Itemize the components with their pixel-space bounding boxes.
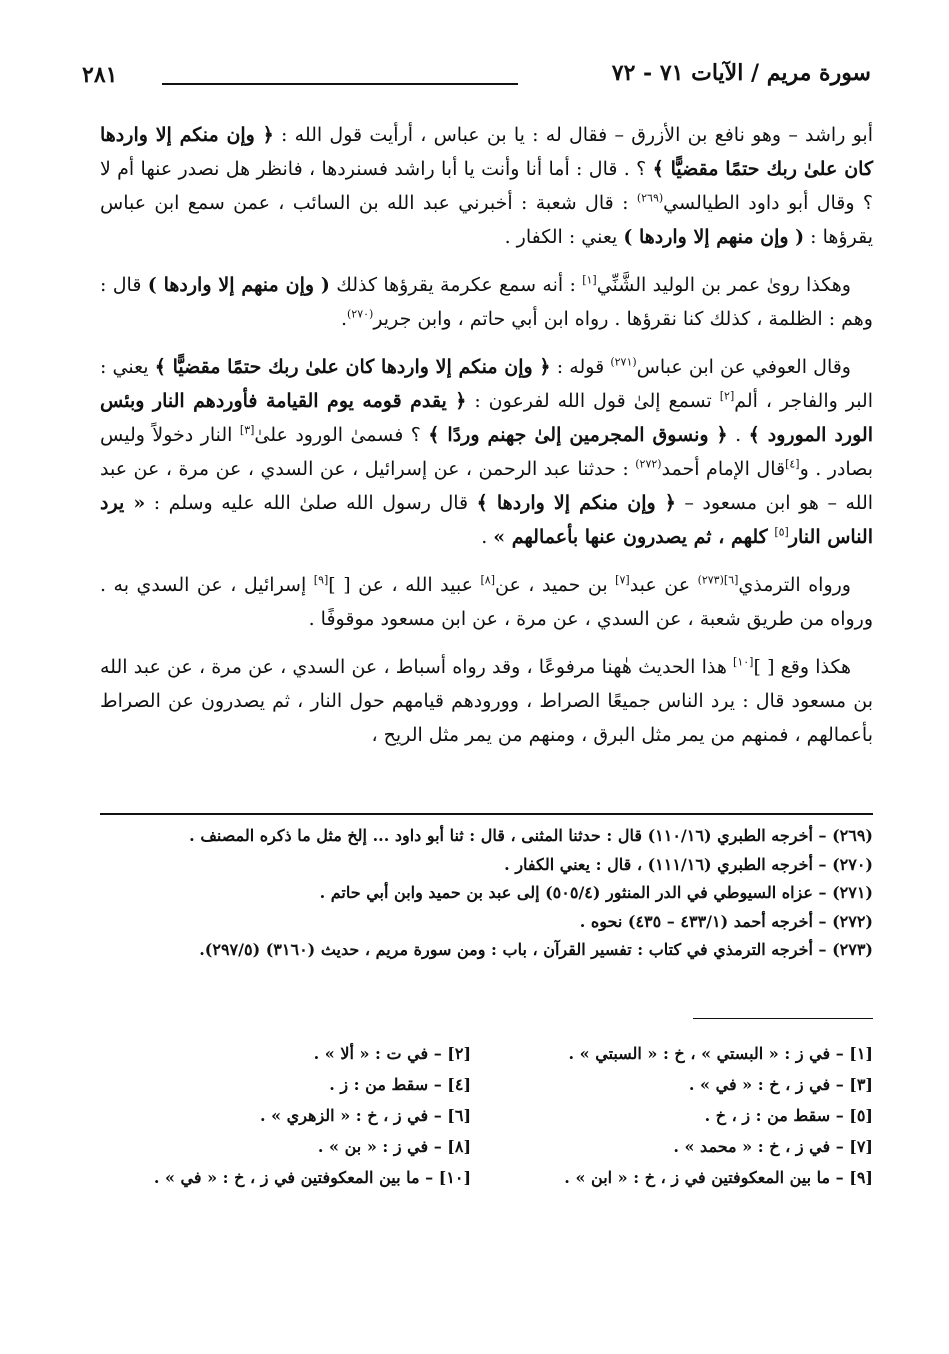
body-text: عن عبد	[629, 574, 698, 596]
variant-note: [١] – في ز : « البستي » ، خ : « السبتي » .	[568, 1044, 873, 1063]
manuscript-variants	[100, 1038, 873, 1193]
body-text: ورواه الترمذي	[738, 574, 851, 596]
variant-row	[100, 1069, 873, 1100]
body-text: هذا الحديث هٰهنا مرفوعًا ، وقد رواه أسباط ، عن السدي ، عن مرة ، عن عبد الله بن مسعود قال : يرد الناس جميعًا الصراط ، وورودهم قيامهم حول النار ، ثم يصدرون عن الصراط بأعمالهم ، فمنهم من يمر مثل البرق ، ومنهم من يمر مثل الريح ،	[100, 656, 873, 746]
variant-note: [٣] – في ز ، خ : « في » .	[688, 1075, 873, 1094]
body-text: قال رسول الله صلىٰ الله عليه وسلم :	[145, 492, 477, 514]
paragraph-4	[100, 568, 873, 636]
body-text: يعني : الكفار .	[504, 226, 624, 248]
variant-row	[100, 1100, 873, 1131]
body-text: بن حميد ، عن	[494, 574, 616, 596]
variants-rule	[693, 1018, 873, 1019]
body-text: : أنه سمع عكرمة يقرؤها كذلك	[329, 274, 583, 296]
variant-row	[100, 1131, 873, 1162]
body-text: .	[727, 424, 749, 446]
variant-note: [٨] – في ز : « بن » .	[317, 1137, 472, 1156]
reference-marker: [٧]	[615, 573, 630, 587]
variant-note: [٧] – في ز ، خ : « محمد » .	[673, 1137, 873, 1156]
reference-marker: (٢٦٩)	[636, 191, 664, 205]
paragraph-3	[100, 350, 873, 554]
quoted-text: ﴿ وإن منكم إلا واردها ﴾	[476, 492, 676, 514]
reference-marker: (٢٧٢)	[635, 457, 662, 471]
variant-row	[100, 1038, 873, 1069]
quoted-text: « يرد الناس النار	[100, 492, 873, 548]
quoted-text: كلهم ، ثم يصدرون عنها بأعمالهم »	[493, 526, 775, 548]
variant-note: [٥] – سقط من : ز ، خ .	[704, 1106, 873, 1125]
paragraph-1	[100, 118, 873, 254]
body-text: عبيد الله ، عن [ ]	[328, 574, 481, 596]
body-text: يعني : البر والفاجر ، ألم	[100, 356, 873, 412]
body-text: إسرائيل ، عن السدي به . ورواه من طريق شعبة ، عن السدي ، عن مرة ، عن ابن مسعود موقوفًا .	[100, 574, 873, 630]
variant-row	[100, 1162, 873, 1193]
footnote: (٢٦٩) – أخرجه الطبري (١١٠/١٦) قال : حدثنا المثنى ، قال : ثنا أبو داود ... إلخ مثل ما ذكره المصنف .	[189, 826, 873, 845]
running-header-title: سورة مريم / الآيات ٧١ - ٧٢	[611, 60, 871, 86]
reference-marker: (٢٧٠)	[347, 307, 374, 321]
body-text: .	[340, 308, 347, 330]
footnote-rule	[100, 813, 873, 815]
footnote: (٢٧٢) – أخرجه أحمد (٤٣٣/١ – ٤٣٥) نحوه .	[579, 911, 873, 931]
variant-note: [٤] – سقط من : ز .	[329, 1075, 472, 1094]
body-text: قال الإمام أحمد	[661, 458, 786, 480]
body-text: وقال العوفي عن ابن عباس	[636, 356, 851, 378]
paragraph-2	[100, 268, 873, 336]
body-text: قال : وهم : الظلمة ، كذلك كنا نقرؤها . رواه ابن أبي حاتم ، وابن جرير	[100, 274, 873, 330]
body-text: النار دخولاً وليس بصادر . و	[100, 424, 873, 480]
quoted-text: ( وإن منهم إلا واردها )	[147, 274, 330, 296]
reference-marker: (٢٧٣)	[697, 573, 724, 587]
quoted-text: ﴿ وإن منكم إلا واردها كان علىٰ ربك حتمًا مقضيًّا ﴾	[154, 356, 551, 378]
reference-marker: [١]	[582, 273, 597, 287]
footnote: (٢٧١) – عزاه السيوطي في الدر المنثور (٥٠٥/٤) إلى عبد بن حميد وابن أبي حاتم .	[319, 883, 873, 902]
variant-note: [٢] – في ت : « ألا » .	[313, 1044, 472, 1063]
variant-note: [٩] – ما بين المعكوفتين في ز ، خ : « ابن » .	[564, 1168, 873, 1187]
reference-marker: [٣]	[239, 423, 255, 437]
reference-marker: [٥]	[774, 525, 789, 539]
body-text: أبو راشد – وهو نافع بن الأزرق – فقال له : يا بن عباس ، أرأيت قول الله :	[273, 124, 873, 146]
reference-marker: [٨]	[480, 573, 495, 587]
body-text: : قال شعبة : أخبرني عبد الله بن السائب ، عمن سمع ابن عباس يقرؤها :	[100, 192, 873, 248]
body-text: ؟ فسمىٰ الورود علىٰ	[254, 424, 429, 446]
page-number: ٢٨١	[82, 62, 118, 88]
quoted-text: ﴿ ونسوق المجرمين إلىٰ جهنم وردًا ﴾	[428, 424, 728, 446]
body-text: ؟ . قال : أما أنا وأنت يا أبا راشد فسنردها ، فانظر هل نصدر عنها أم لا ؟ وقال أبو داود الطيالسي	[100, 158, 873, 214]
quoted-text: ﴿ يقدم قومه يوم القيامة فأوردهم النار وبئس الورد المورود ﴾	[100, 390, 873, 446]
body-text: تسمع إلىٰ قول الله لفرعون :	[466, 390, 720, 412]
reference-marker: [٢]	[719, 389, 735, 403]
variant-note: [٦] – في ز ، خ : « الزهري » .	[259, 1106, 472, 1125]
reference-marker: [١٠]	[733, 655, 754, 669]
header-rule	[162, 83, 518, 85]
reference-marker: [٩]	[313, 573, 329, 587]
body-text: هكذا وقع [ ]	[753, 656, 851, 678]
quoted-text: ﴿ وإن منكم إلا واردها كان علىٰ ربك حتمًا مقضيًّا ﴾	[100, 124, 873, 180]
footnotes	[100, 822, 873, 965]
main-text	[100, 118, 873, 766]
paragraph-5	[100, 650, 873, 752]
footnote: (٢٧٠) – أخرجه الطبري (١١١/١٦) ، قال : يعني الكفار .	[504, 854, 873, 874]
reference-marker: [٦]	[723, 573, 739, 587]
body-text: .	[481, 526, 494, 548]
body-text: : حدثنا عبد الرحمن ، عن إسرائيل ، عن السدي ، عن مرة ، عن عبد الله – هو ابن مسعود –	[100, 458, 874, 514]
body-text: وهكذا روىٰ عمر بن الوليد الشَّنِّي	[596, 274, 851, 296]
reference-marker: (٢٧١)	[610, 355, 637, 369]
footnote: (٢٧٣) – أخرجه الترمذي في كتاب : تفسير القرآن ، باب : ومن سورة مريم ، حديث (٣١٦٠) (٢٩٧/٥).	[199, 940, 873, 959]
body-text: قوله :	[550, 356, 611, 378]
quoted-text: ( وإن منهم إلا واردها )	[623, 226, 805, 248]
reference-marker: [٤]	[785, 457, 800, 471]
variant-note: [١٠] – ما بين المعكوفتين في ز ، خ : « في » .	[153, 1168, 472, 1187]
